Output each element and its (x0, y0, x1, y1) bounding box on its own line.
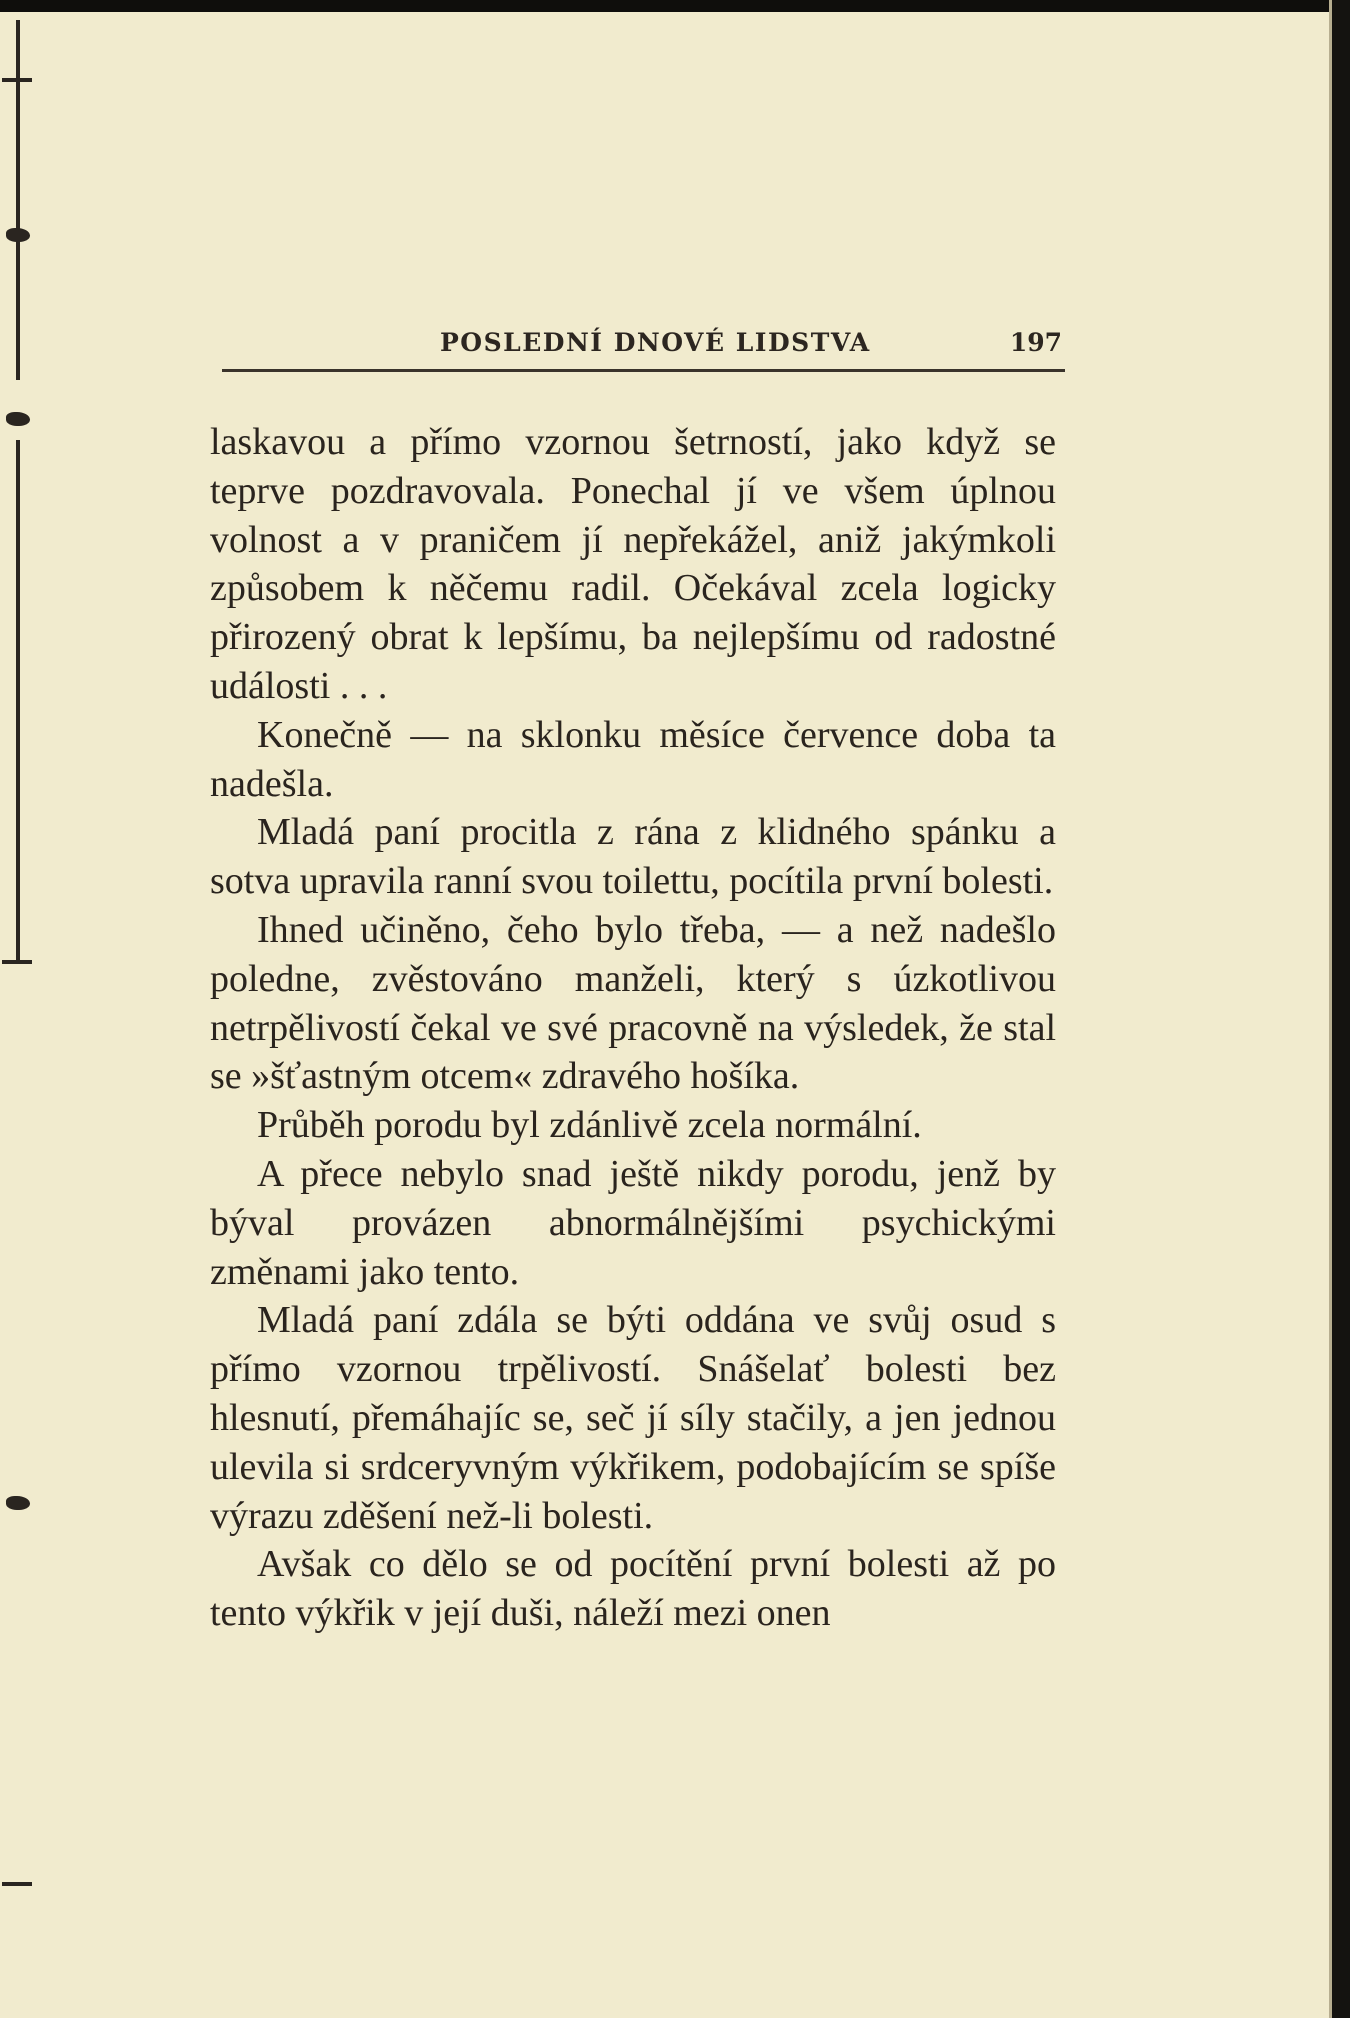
paragraph: A přece nebylo snad ještě nikdy porodu, jenž by býval provázen abnormálnějšími psychickými změnami jako tento. (210, 1152, 1056, 1293)
page-header (222, 322, 1064, 372)
running-title: POSLEDNÍ DNOVÉ LIDSTVA (440, 328, 871, 357)
header-rule (222, 369, 1065, 372)
paragraph: Konečně — na sklonku měsíce července doba ta nadešla. (210, 713, 1056, 805)
gutter-mark (6, 412, 30, 426)
page-right-edge (1332, 0, 1350, 2018)
paragraph: Mladá paní procitla z rána z klidného spánku a sotva upravila ranní svou toilettu, pocítila první bolesti. (210, 811, 1056, 903)
paragraph: Avšak co dělo se od pocítění první bolesti až po tento výkřik v její duši, náleží mezi onen (210, 1543, 1056, 1635)
gutter-thread-top (16, 20, 20, 380)
body-text (210, 418, 1056, 1638)
binding-gutter (0, 0, 30, 2018)
paragraph: Ihned učiněno, čeho bylo třeba, — a než nadešlo poledne, zvěstováno manželi, který s úzkotlivou netrpělivostí čekal ve své pracovně na výsledek, že stal se »šťastným otcem« zdravého hošíka. (210, 908, 1056, 1098)
page-right-shadow (1329, 0, 1332, 2018)
gutter-mark (6, 1496, 30, 1510)
paragraph: laskavou a přímo vzornou šetrností, jako když se teprve pozdravovala. Ponechal jí ve všem úplnou volnost a v praničem jí nepřekážel, aniž jakýmkoli způsobem k něčemu radil. Očekával zcela logicky přirozený obrat k lepšímu, ba nejlepšímu od radostné události . . . (210, 421, 1056, 707)
gutter-tick (2, 1882, 32, 1886)
paragraph: Mladá paní zdála se býti oddána ve svůj osud s přímo vzornou trpělivostí. Snášelať bolesti bez hlesnutí, přemáhajíc se, seč jí síly stačily, a jen jednou ulevila si srdceryvným výkřikem, podobajícím se spíše výrazu zděšení než-li bolesti. (210, 1299, 1056, 1537)
page-top-edge (0, 0, 1350, 12)
gutter-mark (6, 228, 30, 242)
page-number: 197 (1009, 328, 1062, 357)
gutter-tick (2, 78, 32, 82)
gutter-thread-middle (16, 440, 20, 960)
gutter-tick (2, 960, 32, 964)
paragraph: Průběh porodu byl zdánlivě zcela normální. (257, 1104, 922, 1147)
